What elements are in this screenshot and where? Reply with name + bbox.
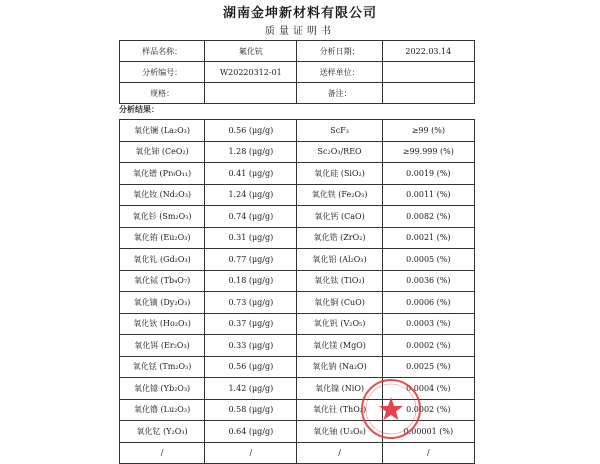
company-name: 湖南金坤新材料有限公司 (222, 6, 377, 21)
results-label: 分析结果： (119, 105, 159, 114)
result-element-name: 氧化钕 (Nd₂O₃) (120, 184, 205, 206)
result-element-name: 氧化镨 (Pr₆O₁₁) (120, 163, 205, 185)
sample-name-value: 氟化钪 (205, 41, 297, 62)
result-row (120, 356, 475, 378)
result-impurity-name: ScF₃ (297, 120, 382, 142)
result-row (120, 378, 475, 400)
result-impurity-value: ≥99.999 (%) (382, 141, 474, 163)
result-row (120, 421, 475, 443)
result-impurity-name: 氧化锆 (ZrO₂) (297, 227, 382, 249)
result-element-value: 1.42 (μg/g) (205, 378, 297, 400)
result-element-value: 0.56 (μg/g) (205, 356, 297, 378)
result-impurity-name: 氧化钙 (CaO) (297, 206, 382, 228)
result-row (120, 313, 475, 335)
result-row (120, 163, 475, 185)
result-element-value: 0.41 (μg/g) (205, 163, 297, 185)
result-row (120, 227, 475, 249)
result-element-value: 0.33 (μg/g) (205, 335, 297, 357)
result-element-value: 0.64 (μg/g) (205, 421, 297, 443)
sample-name-label: 样品名称： (120, 41, 205, 62)
result-impurity-value: 0.0019 (%) (382, 163, 474, 185)
result-impurity-name: 氧化钍 (ThO₂) (297, 399, 382, 421)
result-impurity-name: 氧化硅 (SiO₂) (297, 163, 382, 185)
sender-value (382, 62, 474, 83)
info-row (120, 41, 475, 62)
result-row (120, 292, 475, 314)
result-element-name: 氧化钬 (Ho₂O₃) (120, 313, 205, 335)
result-row (120, 335, 475, 357)
result-impurity-value: 0.0036 (%) (382, 270, 474, 292)
result-impurity-name: 氧化镁 (MgO) (297, 335, 382, 357)
info-row (120, 83, 475, 104)
result-element-value: 0.31 (μg/g) (205, 227, 297, 249)
result-row (120, 206, 475, 228)
result-element-value: 0.56 (μg/g) (205, 120, 297, 142)
result-impurity-value: 0.0082 (%) (382, 206, 474, 228)
result-element-name: / (120, 442, 205, 464)
result-element-name: 氧化铕 (Eu₂O₃) (120, 227, 205, 249)
result-element-name: 氧化镝 (Dy₂O₃) (120, 292, 205, 314)
result-element-value: / (205, 442, 297, 464)
analysis-number-value: W20220312-01 (205, 62, 297, 83)
spec-value (205, 83, 297, 104)
info-row (120, 62, 475, 83)
result-impurity-value: 0.00001 (%) (382, 421, 474, 443)
result-row (120, 249, 475, 271)
analysis-date-label: 分析日期： (297, 41, 382, 62)
result-row (120, 270, 475, 292)
result-impurity-name: 氧化钒 (V₂O₅) (297, 313, 382, 335)
result-impurity-name: 氧化钠 (Na₂O) (297, 356, 382, 378)
result-impurity-value: 0.0002 (%) (382, 399, 474, 421)
remark-value (382, 83, 474, 104)
result-impurity-name: 氧化铜 (CuO) (297, 292, 382, 314)
result-impurity-value: 0.0002 (%) (382, 335, 474, 357)
sender-label: 送样单位： (297, 62, 382, 83)
result-element-name: 氧化钇 (Y₂O₃) (120, 421, 205, 443)
result-element-name: 氧化钐 (Sm₂O₃) (120, 206, 205, 228)
result-element-name: 氧化铒 (Er₂O₃) (120, 335, 205, 357)
result-impurity-value: 0.0011 (%) (382, 184, 474, 206)
result-row (120, 141, 475, 163)
result-row (120, 184, 475, 206)
result-element-value: 0.18 (μg/g) (205, 270, 297, 292)
result-row (120, 442, 475, 464)
result-impurity-value: 0.0025 (%) (382, 356, 474, 378)
result-element-value: 0.74 (μg/g) (205, 206, 297, 228)
result-impurity-value: ≥99 (%) (382, 120, 474, 142)
result-row (120, 399, 475, 421)
remark-label: 备注： (297, 83, 382, 104)
document-title: 质量证明书 (265, 26, 335, 37)
result-row (120, 120, 475, 142)
spec-label: 规格： (120, 83, 205, 104)
result-impurity-value: / (382, 442, 474, 464)
analysis-date-value: 2022.03.14 (382, 41, 474, 62)
analysis-number-label: 分析编号： (120, 62, 205, 83)
result-impurity-name: 氧化铀 (U₃O₈) (297, 421, 382, 443)
result-impurity-name: Sc₂O₃/REO (297, 141, 382, 163)
result-element-name: 氧化钆 (Gd₂O₃) (120, 249, 205, 271)
result-element-value: 0.58 (μg/g) (205, 399, 297, 421)
result-element-value: 0.73 (μg/g) (205, 292, 297, 314)
result-impurity-value: 0.0003 (%) (382, 313, 474, 335)
results-table (119, 119, 475, 464)
result-element-name: 氧化镥 (Lu₂O₃) (120, 399, 205, 421)
result-impurity-name: 氧化钛 (TiO₂) (297, 270, 382, 292)
result-impurity-name: 氧化铝 (Al₂O₃) (297, 249, 382, 271)
result-element-name: 氧化铥 (Tm₂O₃) (120, 356, 205, 378)
result-impurity-name: / (297, 442, 382, 464)
result-impurity-name: 氧化镍 (NiO) (297, 378, 382, 400)
result-element-name: 氧化铈 (CeO₂) (120, 141, 205, 163)
result-impurity-value: 0.0004 (%) (382, 378, 474, 400)
result-element-name: 氧化镱 (Yb₂O₃) (120, 378, 205, 400)
result-impurity-value: 0.0005 (%) (382, 249, 474, 271)
result-element-name: 氧化铽 (Tb₄O₇) (120, 270, 205, 292)
result-element-value: 1.28 (μg/g) (205, 141, 297, 163)
result-element-value: 1.24 (μg/g) (205, 184, 297, 206)
result-impurity-name: 氧化铁 (Fe₂O₃) (297, 184, 382, 206)
result-impurity-value: 0.0021 (%) (382, 227, 474, 249)
result-element-name: 氧化镧 (La₂O₃) (120, 120, 205, 142)
result-impurity-value: 0.0006 (%) (382, 292, 474, 314)
info-table (119, 40, 475, 104)
result-element-value: 0.37 (μg/g) (205, 313, 297, 335)
result-element-value: 0.77 (μg/g) (205, 249, 297, 271)
